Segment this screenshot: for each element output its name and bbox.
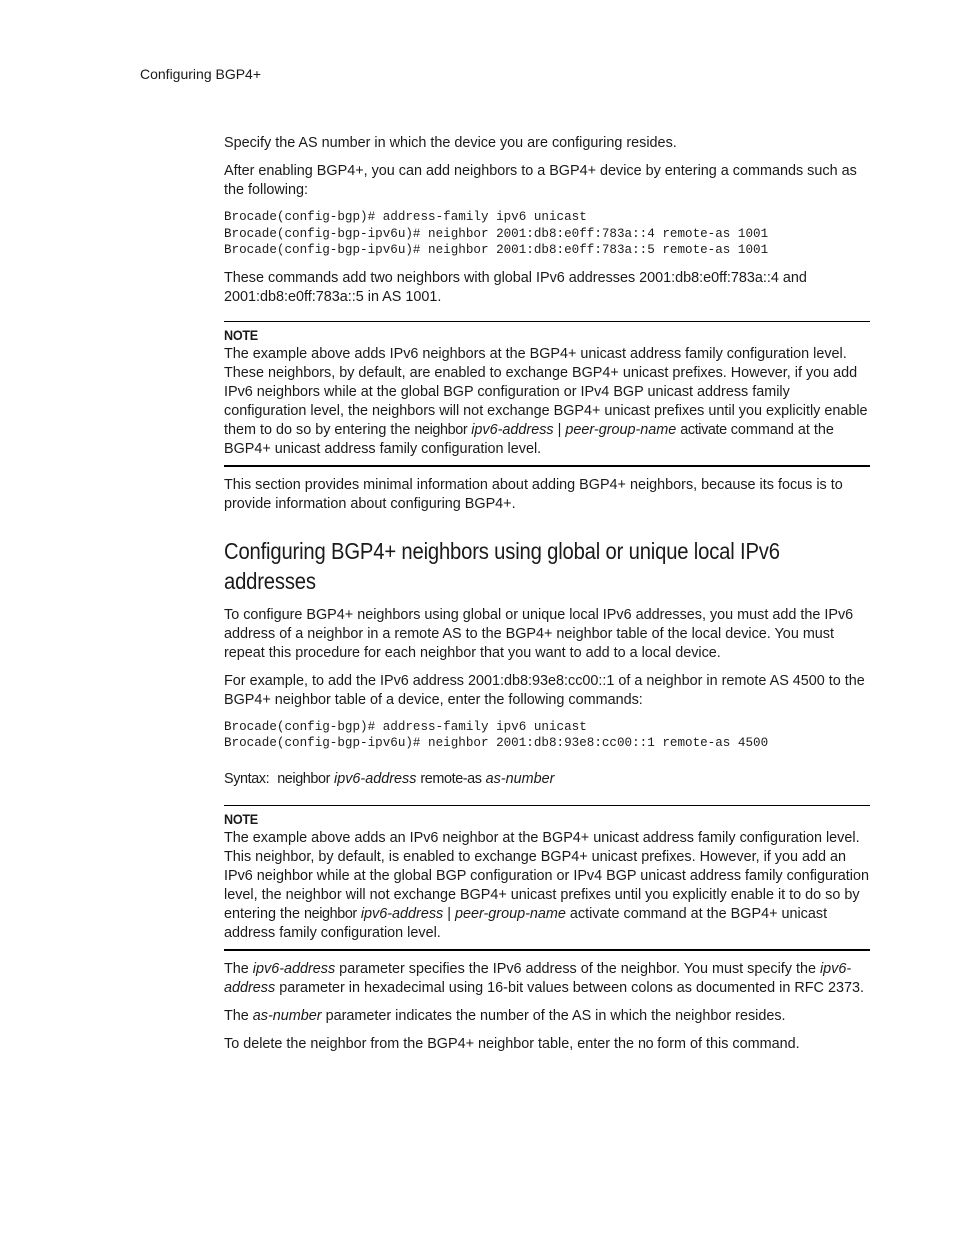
code-line: Brocade(config-bgp)# address-family ipv6 unicast	[224, 210, 587, 224]
text: parameter in hexadecimal using 16-bit values between colons as documented in RFC 2373.	[275, 979, 864, 996]
arg-as-number: as-number	[252, 1007, 322, 1024]
note-box-1	[224, 321, 870, 467]
code-line: Brocade(config-bgp-ipv6u)# neighbor 2001:db8:e0ff:783a::4 remote-as 1001	[224, 226, 769, 241]
text: The	[224, 1007, 253, 1024]
code-block-add-neighbors	[224, 209, 870, 259]
separator: |	[443, 905, 455, 922]
text: form of this command.	[653, 1035, 800, 1052]
paragraph-section-scope: This section provides minimal information about adding BGP4+ neighbors, because its focus is to provide information about configuring BGP4+.	[224, 476, 843, 512]
code-line: Brocade(config-bgp-ipv6u)# neighbor 2001:db8:e0ff:783a::5 remote-as 1001	[224, 243, 769, 257]
paragraph-commands-explained: These commands add two neighbors with global IPv6 addresses 2001:db8:e0ff:783a::4 and 2001:db8:e0ff:783a::5 in AS 1001.	[224, 269, 807, 305]
code-block-example	[224, 719, 870, 752]
text: parameter specifies the IPv6 address of the neighbor. You must specify the	[335, 960, 820, 977]
paragraph-example: For example, to add the IPv6 address 2001:db8:93e8:cc00::1 of a neighbor in remote AS 4500 to the BGP4+ neighbor table of a device, enter the following commands:	[224, 672, 865, 708]
arg-ipv6-address: ipv6-address	[471, 421, 554, 438]
note-text	[224, 345, 870, 459]
keyword-remote-as: remote-as	[420, 770, 482, 787]
text: To delete the neighbor from the BGP4+ neighbor table, enter the	[224, 1035, 639, 1052]
syntax-label: Syntax:	[224, 770, 270, 787]
separator: |	[553, 421, 566, 438]
note-text	[224, 829, 870, 943]
running-header: Configuring BGP4+	[140, 66, 262, 82]
arg-ipv6-address: ipv6-address	[360, 905, 444, 922]
keyword-no: no	[638, 1035, 654, 1052]
arg-ipv6-address: ipv6-address	[224, 960, 852, 996]
arg-ipv6-address: ipv6-address	[252, 960, 336, 977]
section-heading: Configuring BGP4+ neighbors using global or unique local IPv6 addresses	[224, 537, 780, 594]
text: The	[224, 960, 253, 977]
paragraph-enable-bgp4: After enabling BGP4+, you can add neighbors to a BGP4+ device by entering a commands such as the following:	[224, 163, 857, 198]
keyword-activate: activate	[680, 421, 727, 438]
paragraph-delete-neighbor	[224, 1035, 870, 1054]
paragraph-ipv6-address-param	[224, 960, 870, 998]
keyword-neighbor: neighbor	[414, 421, 468, 438]
arg-peer-group-name: peer-group-name	[454, 905, 566, 922]
code-line: Brocade(config-bgp-ipv6u)# neighbor 2001:db8:93e8:cc00::1 remote-as 4500	[224, 736, 769, 750]
paragraph-as-number-param	[224, 1007, 870, 1026]
text: parameter indicates the number of the AS in which the neighbor resides.	[321, 1007, 786, 1024]
note-box-2	[224, 805, 870, 951]
paragraph-configure-neighbors: To configure BGP4+ neighbors using global or unique local IPv6 addresses, you must add the IPv6 address of a neighbor in a remote AS to the BGP4+ neighbor table of the local device. You must repeat this procedure for each neighbor that you want to add to a local device.	[224, 606, 854, 661]
note-text-a: The example above adds IPv6 neighbors at the BGP4+ unicast address family configuration level. These neighbors, by default, are enabled to exchange BGP4+ unicast prefixes. However, if you add IPv6 neighbors while at the global BGP configuration or IPv4 BGP unicast address family configuration level, the neighbors will not exchange BGP4+ unicast prefixes until you explicitly enable them to do so by entering the	[224, 345, 868, 438]
note-label: NOTE	[224, 810, 258, 827]
arg-ipv6-address: ipv6-address	[334, 770, 417, 787]
note-text-b: command at the BGP4+ unicast address family configuration level.	[224, 421, 834, 457]
code-line: Brocade(config-bgp)# address-family ipv6 unicast	[224, 719, 587, 734]
syntax-line	[224, 770, 870, 789]
keyword-neighbor: neighbor	[277, 770, 331, 787]
arg-as-number: as-number	[485, 770, 555, 787]
arg-peer-group-name: peer-group-name	[565, 421, 677, 438]
keyword-neighbor: neighbor	[304, 905, 357, 922]
note-label: NOTE	[224, 326, 258, 343]
paragraph-as-number: Specify the AS number in which the device you are configuring resides.	[224, 135, 677, 151]
note-text-a: The example above adds an IPv6 neighbor at the BGP4+ unicast address family configuration level. This neighbor, by default, is enabled to exchange BGP4+ unicast prefixes. However, if you add an IPv6 neighbor while at the global BGP configuration or IPv4 BGP unicast address family configuration level, the neighbor will not exchange BGP4+ unicast prefixes until you explicitly enable it to do so by entering the	[224, 829, 870, 922]
note-text-b: activate command at the BGP4+ unicast address family configuration level.	[224, 905, 828, 941]
page-content	[224, 134, 870, 1063]
